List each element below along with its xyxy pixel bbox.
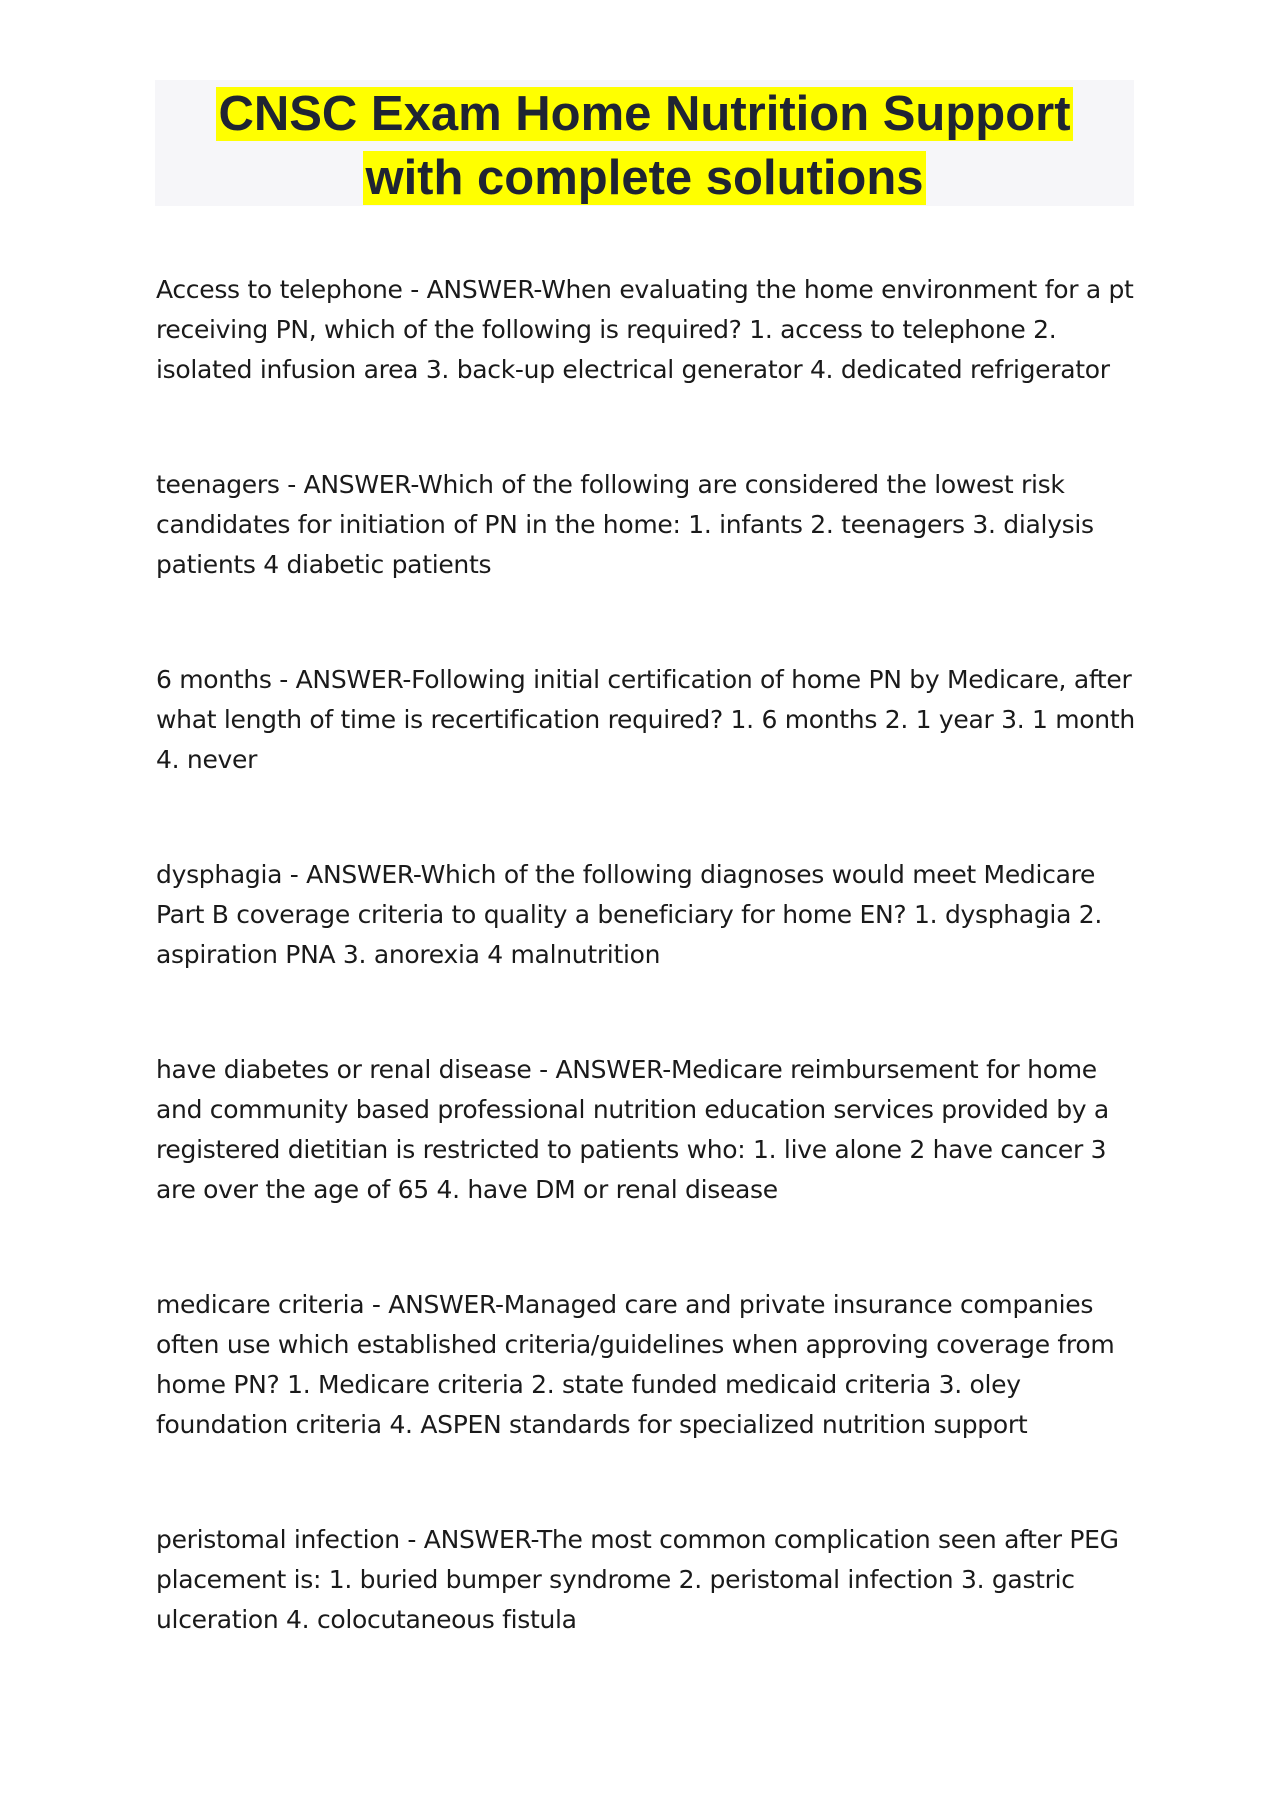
title-line-2: with complete solutions xyxy=(365,151,924,205)
qa-item: medicare criteria - ANSWER-Managed care and private insurance companies often use which established criteria/guidelines when approving coverage from home PN? 1. Medicare criteria 2. state funded medicaid criteria 3. oley foundation criteria 4. ASPEN standards for specialized nutrition support xyxy=(156,1290,1115,1439)
qa-item: peristomal infection - ANSWER-The most common complication seen after PEG placement is: 1. buried bumper syndrome 2. peristomal infection 3. gastric ulceration 4. colocutaneous fistula xyxy=(156,1525,1119,1634)
qa-item: teenagers - ANSWER-Which of the following are considered the lowest risk candidates for initiation of PN in the home: 1. infants 2. teenagers 3. dialysis patients 4 diabetic patients xyxy=(156,470,1094,579)
qa-list xyxy=(156,270,1136,1715)
title-line-1: CNSC Exam Home Nutrition Support xyxy=(218,87,1071,141)
title-banner xyxy=(155,80,1134,206)
qa-item: have diabetes or renal disease - ANSWER-Medicare reimbursement for home and community based professional nutrition education services provided by a registered dietitian is restricted to patients who: 1. live alone 2 have cancer 3 are over the age of 65 4. have DM or renal disease xyxy=(156,1055,1109,1204)
qa-item: 6 months - ANSWER-Following initial certification of home PN by Medicare, after what length of time is recertification required? 1. 6 months 2. 1 year 3. 1 month 4. never xyxy=(156,665,1135,774)
qa-item: Access to telephone - ANSWER-When evaluating the home environment for a pt receiving PN, which of the following is required? 1. access to telephone 2. isolated infusion area 3. back-up electrical generator 4. dedicated refrigerator xyxy=(156,275,1134,384)
qa-item: dysphagia - ANSWER-Which of the following diagnoses would meet Medicare Part B coverage criteria to quality a beneficiary for home EN? 1. dysphagia 2. aspiration PNA 3. anorexia 4 malnutrition xyxy=(156,860,1102,969)
document-title xyxy=(155,80,1134,210)
